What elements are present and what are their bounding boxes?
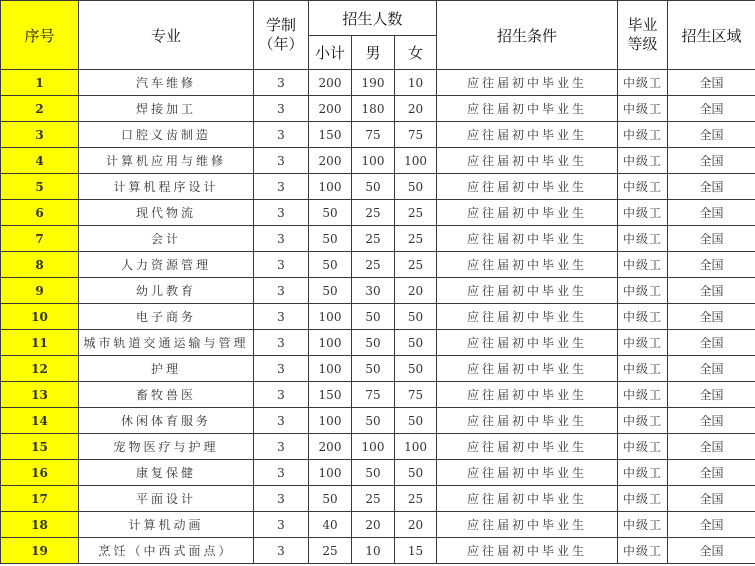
cell-major: 汽车维修: [79, 70, 254, 96]
cell-no: 11: [1, 330, 79, 356]
cell-condition: 应往届初中毕业生: [437, 96, 618, 122]
cell-region: 全国: [668, 278, 755, 304]
cell-level: 中级工: [618, 356, 668, 382]
table-row: [1, 330, 755, 356]
cell-no: 12: [1, 356, 79, 382]
cell-years: 3: [254, 330, 309, 356]
cell-major: 宠物医疗与护理: [79, 434, 254, 460]
cell-years: 3: [254, 200, 309, 226]
table-row: [1, 538, 755, 564]
cell-level: 中级工: [618, 512, 668, 538]
cell-no: 1: [1, 70, 79, 96]
cell-major: 会计: [79, 226, 254, 252]
cell-condition: 应往届初中毕业生: [437, 226, 618, 252]
cell-male: 50: [352, 408, 395, 434]
cell-region: 全国: [668, 512, 755, 538]
cell-years: 3: [254, 434, 309, 460]
cell-level: 中级工: [618, 538, 668, 564]
table-row: [1, 70, 755, 96]
cell-level: 中级工: [618, 278, 668, 304]
cell-female: 25: [395, 486, 437, 512]
cell-male: 75: [352, 382, 395, 408]
cell-level: 中级工: [618, 382, 668, 408]
header-grad-level-line1: 毕业: [627, 16, 658, 34]
cell-no: 9: [1, 278, 79, 304]
cell-no: 16: [1, 460, 79, 486]
cell-male: 50: [352, 356, 395, 382]
cell-condition: 应往届初中毕业生: [437, 356, 618, 382]
cell-region: 全国: [668, 122, 755, 148]
table-row: [1, 200, 755, 226]
cell-level: 中级工: [618, 408, 668, 434]
cell-female: 75: [395, 382, 437, 408]
cell-female: 25: [395, 252, 437, 278]
cell-no: 4: [1, 148, 79, 174]
cell-condition: 应往届初中毕业生: [437, 512, 618, 538]
cell-level: 中级工: [618, 304, 668, 330]
cell-major: 焊接加工: [79, 96, 254, 122]
cell-level: 中级工: [618, 96, 668, 122]
cell-major: 计算机动画: [79, 512, 254, 538]
cell-female: 100: [395, 148, 437, 174]
cell-female: 20: [395, 96, 437, 122]
header-region: 招生区域: [668, 1, 755, 70]
cell-years: 3: [254, 538, 309, 564]
table-row: [1, 96, 755, 122]
header-no: 序号: [1, 1, 79, 70]
cell-years: 3: [254, 512, 309, 538]
cell-major: 休闲体育服务: [79, 408, 254, 434]
cell-condition: 应往届初中毕业生: [437, 408, 618, 434]
cell-no: 6: [1, 200, 79, 226]
cell-total: 100: [309, 304, 352, 330]
cell-male: 180: [352, 96, 395, 122]
cell-condition: 应往届初中毕业生: [437, 330, 618, 356]
table-body: [1, 70, 755, 564]
cell-major: 烹饪（中西式面点）: [79, 538, 254, 564]
table-row: [1, 252, 755, 278]
cell-total: 100: [309, 174, 352, 200]
cell-years: 3: [254, 408, 309, 434]
cell-total: 100: [309, 356, 352, 382]
cell-male: 25: [352, 200, 395, 226]
cell-condition: 应往届初中毕业生: [437, 278, 618, 304]
cell-condition: 应往届初中毕业生: [437, 174, 618, 200]
cell-total: 25: [309, 538, 352, 564]
table-row: [1, 460, 755, 486]
cell-total: 100: [309, 408, 352, 434]
cell-years: 3: [254, 70, 309, 96]
header-male: 男: [352, 36, 395, 70]
cell-no: 10: [1, 304, 79, 330]
cell-condition: 应往届初中毕业生: [437, 122, 618, 148]
cell-years: 3: [254, 460, 309, 486]
cell-region: 全国: [668, 434, 755, 460]
table-row: [1, 122, 755, 148]
cell-region: 全国: [668, 304, 755, 330]
cell-major: 护理: [79, 356, 254, 382]
cell-total: 200: [309, 434, 352, 460]
cell-level: 中级工: [618, 252, 668, 278]
cell-total: 150: [309, 122, 352, 148]
cell-major: 康复保健: [79, 460, 254, 486]
cell-female: 10: [395, 70, 437, 96]
cell-condition: 应往届初中毕业生: [437, 70, 618, 96]
cell-level: 中级工: [618, 460, 668, 486]
cell-total: 200: [309, 148, 352, 174]
cell-condition: 应往届初中毕业生: [437, 200, 618, 226]
header-major: 专业: [79, 1, 254, 70]
cell-no: 18: [1, 512, 79, 538]
cell-region: 全国: [668, 226, 755, 252]
cell-no: 2: [1, 96, 79, 122]
cell-total: 50: [309, 486, 352, 512]
cell-female: 20: [395, 512, 437, 538]
cell-total: 200: [309, 70, 352, 96]
cell-major: 平面设计: [79, 486, 254, 512]
cell-region: 全国: [668, 382, 755, 408]
cell-years: 3: [254, 174, 309, 200]
cell-years: 3: [254, 278, 309, 304]
cell-major: 电子商务: [79, 304, 254, 330]
header-enrollment: 招生人数: [309, 1, 437, 36]
cell-no: 8: [1, 252, 79, 278]
cell-female: 15: [395, 538, 437, 564]
table-row: [1, 512, 755, 538]
header-female: 女: [395, 36, 437, 70]
cell-level: 中级工: [618, 174, 668, 200]
cell-region: 全国: [668, 486, 755, 512]
cell-condition: 应往届初中毕业生: [437, 382, 618, 408]
cell-level: 中级工: [618, 486, 668, 512]
cell-male: 100: [352, 434, 395, 460]
cell-male: 50: [352, 330, 395, 356]
cell-total: 100: [309, 460, 352, 486]
cell-level: 中级工: [618, 122, 668, 148]
cell-years: 3: [254, 226, 309, 252]
cell-major: 口腔义齿制造: [79, 122, 254, 148]
cell-no: 14: [1, 408, 79, 434]
table-row: [1, 226, 755, 252]
table-row: [1, 408, 755, 434]
cell-years: 3: [254, 382, 309, 408]
table-row: [1, 434, 755, 460]
cell-male: 10: [352, 538, 395, 564]
cell-major: 计算机应用与维修: [79, 148, 254, 174]
cell-years: 3: [254, 356, 309, 382]
cell-male: 190: [352, 70, 395, 96]
cell-total: 50: [309, 200, 352, 226]
cell-male: 30: [352, 278, 395, 304]
cell-region: 全国: [668, 174, 755, 200]
cell-major: 畜牧兽医: [79, 382, 254, 408]
cell-total: 40: [309, 512, 352, 538]
cell-region: 全国: [668, 96, 755, 122]
header-duration: [254, 1, 309, 70]
cell-female: 50: [395, 174, 437, 200]
cell-years: 3: [254, 148, 309, 174]
cell-level: 中级工: [618, 434, 668, 460]
cell-total: 200: [309, 96, 352, 122]
cell-female: 50: [395, 304, 437, 330]
cell-condition: 应往届初中毕业生: [437, 460, 618, 486]
cell-no: 19: [1, 538, 79, 564]
cell-male: 25: [352, 252, 395, 278]
table-row: [1, 486, 755, 512]
table-row: [1, 174, 755, 200]
cell-total: 50: [309, 278, 352, 304]
header-duration-line2: （年）: [258, 35, 304, 53]
cell-female: 50: [395, 356, 437, 382]
header-grad-level: [618, 1, 668, 70]
cell-level: 中级工: [618, 148, 668, 174]
header-subtotal: 小计: [309, 36, 352, 70]
cell-major: 城市轨道交通运输与管理: [79, 330, 254, 356]
cell-level: 中级工: [618, 330, 668, 356]
table-row: [1, 148, 755, 174]
cell-female: 75: [395, 122, 437, 148]
cell-male: 100: [352, 148, 395, 174]
cell-region: 全国: [668, 408, 755, 434]
cell-total: 100: [309, 330, 352, 356]
cell-years: 3: [254, 304, 309, 330]
cell-years: 3: [254, 486, 309, 512]
cell-region: 全国: [668, 252, 755, 278]
cell-region: 全国: [668, 70, 755, 96]
header-duration-line1: 学制: [265, 16, 296, 34]
cell-region: 全国: [668, 356, 755, 382]
table-row: [1, 382, 755, 408]
cell-female: 100: [395, 434, 437, 460]
cell-male: 50: [352, 304, 395, 330]
cell-major: 现代物流: [79, 200, 254, 226]
cell-no: 17: [1, 486, 79, 512]
cell-years: 3: [254, 252, 309, 278]
cell-condition: 应往届初中毕业生: [437, 252, 618, 278]
cell-region: 全国: [668, 200, 755, 226]
cell-level: 中级工: [618, 200, 668, 226]
cell-male: 25: [352, 226, 395, 252]
cell-female: 25: [395, 226, 437, 252]
cell-female: 25: [395, 200, 437, 226]
cell-major: 幼儿教育: [79, 278, 254, 304]
cell-no: 13: [1, 382, 79, 408]
cell-male: 50: [352, 460, 395, 486]
cell-no: 3: [1, 122, 79, 148]
cell-no: 7: [1, 226, 79, 252]
cell-total: 50: [309, 226, 352, 252]
cell-female: 50: [395, 330, 437, 356]
header-condition: 招生条件: [437, 1, 618, 70]
cell-major: 计算机程序设计: [79, 174, 254, 200]
cell-female: 50: [395, 408, 437, 434]
cell-years: 3: [254, 96, 309, 122]
table-row: [1, 356, 755, 382]
cell-male: 75: [352, 122, 395, 148]
cell-male: 20: [352, 512, 395, 538]
table-row: [1, 304, 755, 330]
cell-female: 50: [395, 460, 437, 486]
cell-region: 全国: [668, 330, 755, 356]
cell-condition: 应往届初中毕业生: [437, 434, 618, 460]
table-header: [1, 1, 755, 70]
cell-region: 全国: [668, 460, 755, 486]
cell-no: 5: [1, 174, 79, 200]
table-row: [1, 278, 755, 304]
cell-total: 50: [309, 252, 352, 278]
cell-level: 中级工: [618, 226, 668, 252]
cell-region: 全国: [668, 538, 755, 564]
cell-female: 20: [395, 278, 437, 304]
cell-condition: 应往届初中毕业生: [437, 538, 618, 564]
cell-level: 中级工: [618, 70, 668, 96]
cell-condition: 应往届初中毕业生: [437, 148, 618, 174]
cell-male: 25: [352, 486, 395, 512]
header-grad-level-line2: 等级: [627, 35, 658, 53]
cell-total: 150: [309, 382, 352, 408]
cell-condition: 应往届初中毕业生: [437, 304, 618, 330]
cell-no: 15: [1, 434, 79, 460]
cell-region: 全国: [668, 148, 755, 174]
cell-major: 人力资源管理: [79, 252, 254, 278]
cell-condition: 应往届初中毕业生: [437, 486, 618, 512]
cell-male: 50: [352, 174, 395, 200]
cell-years: 3: [254, 122, 309, 148]
